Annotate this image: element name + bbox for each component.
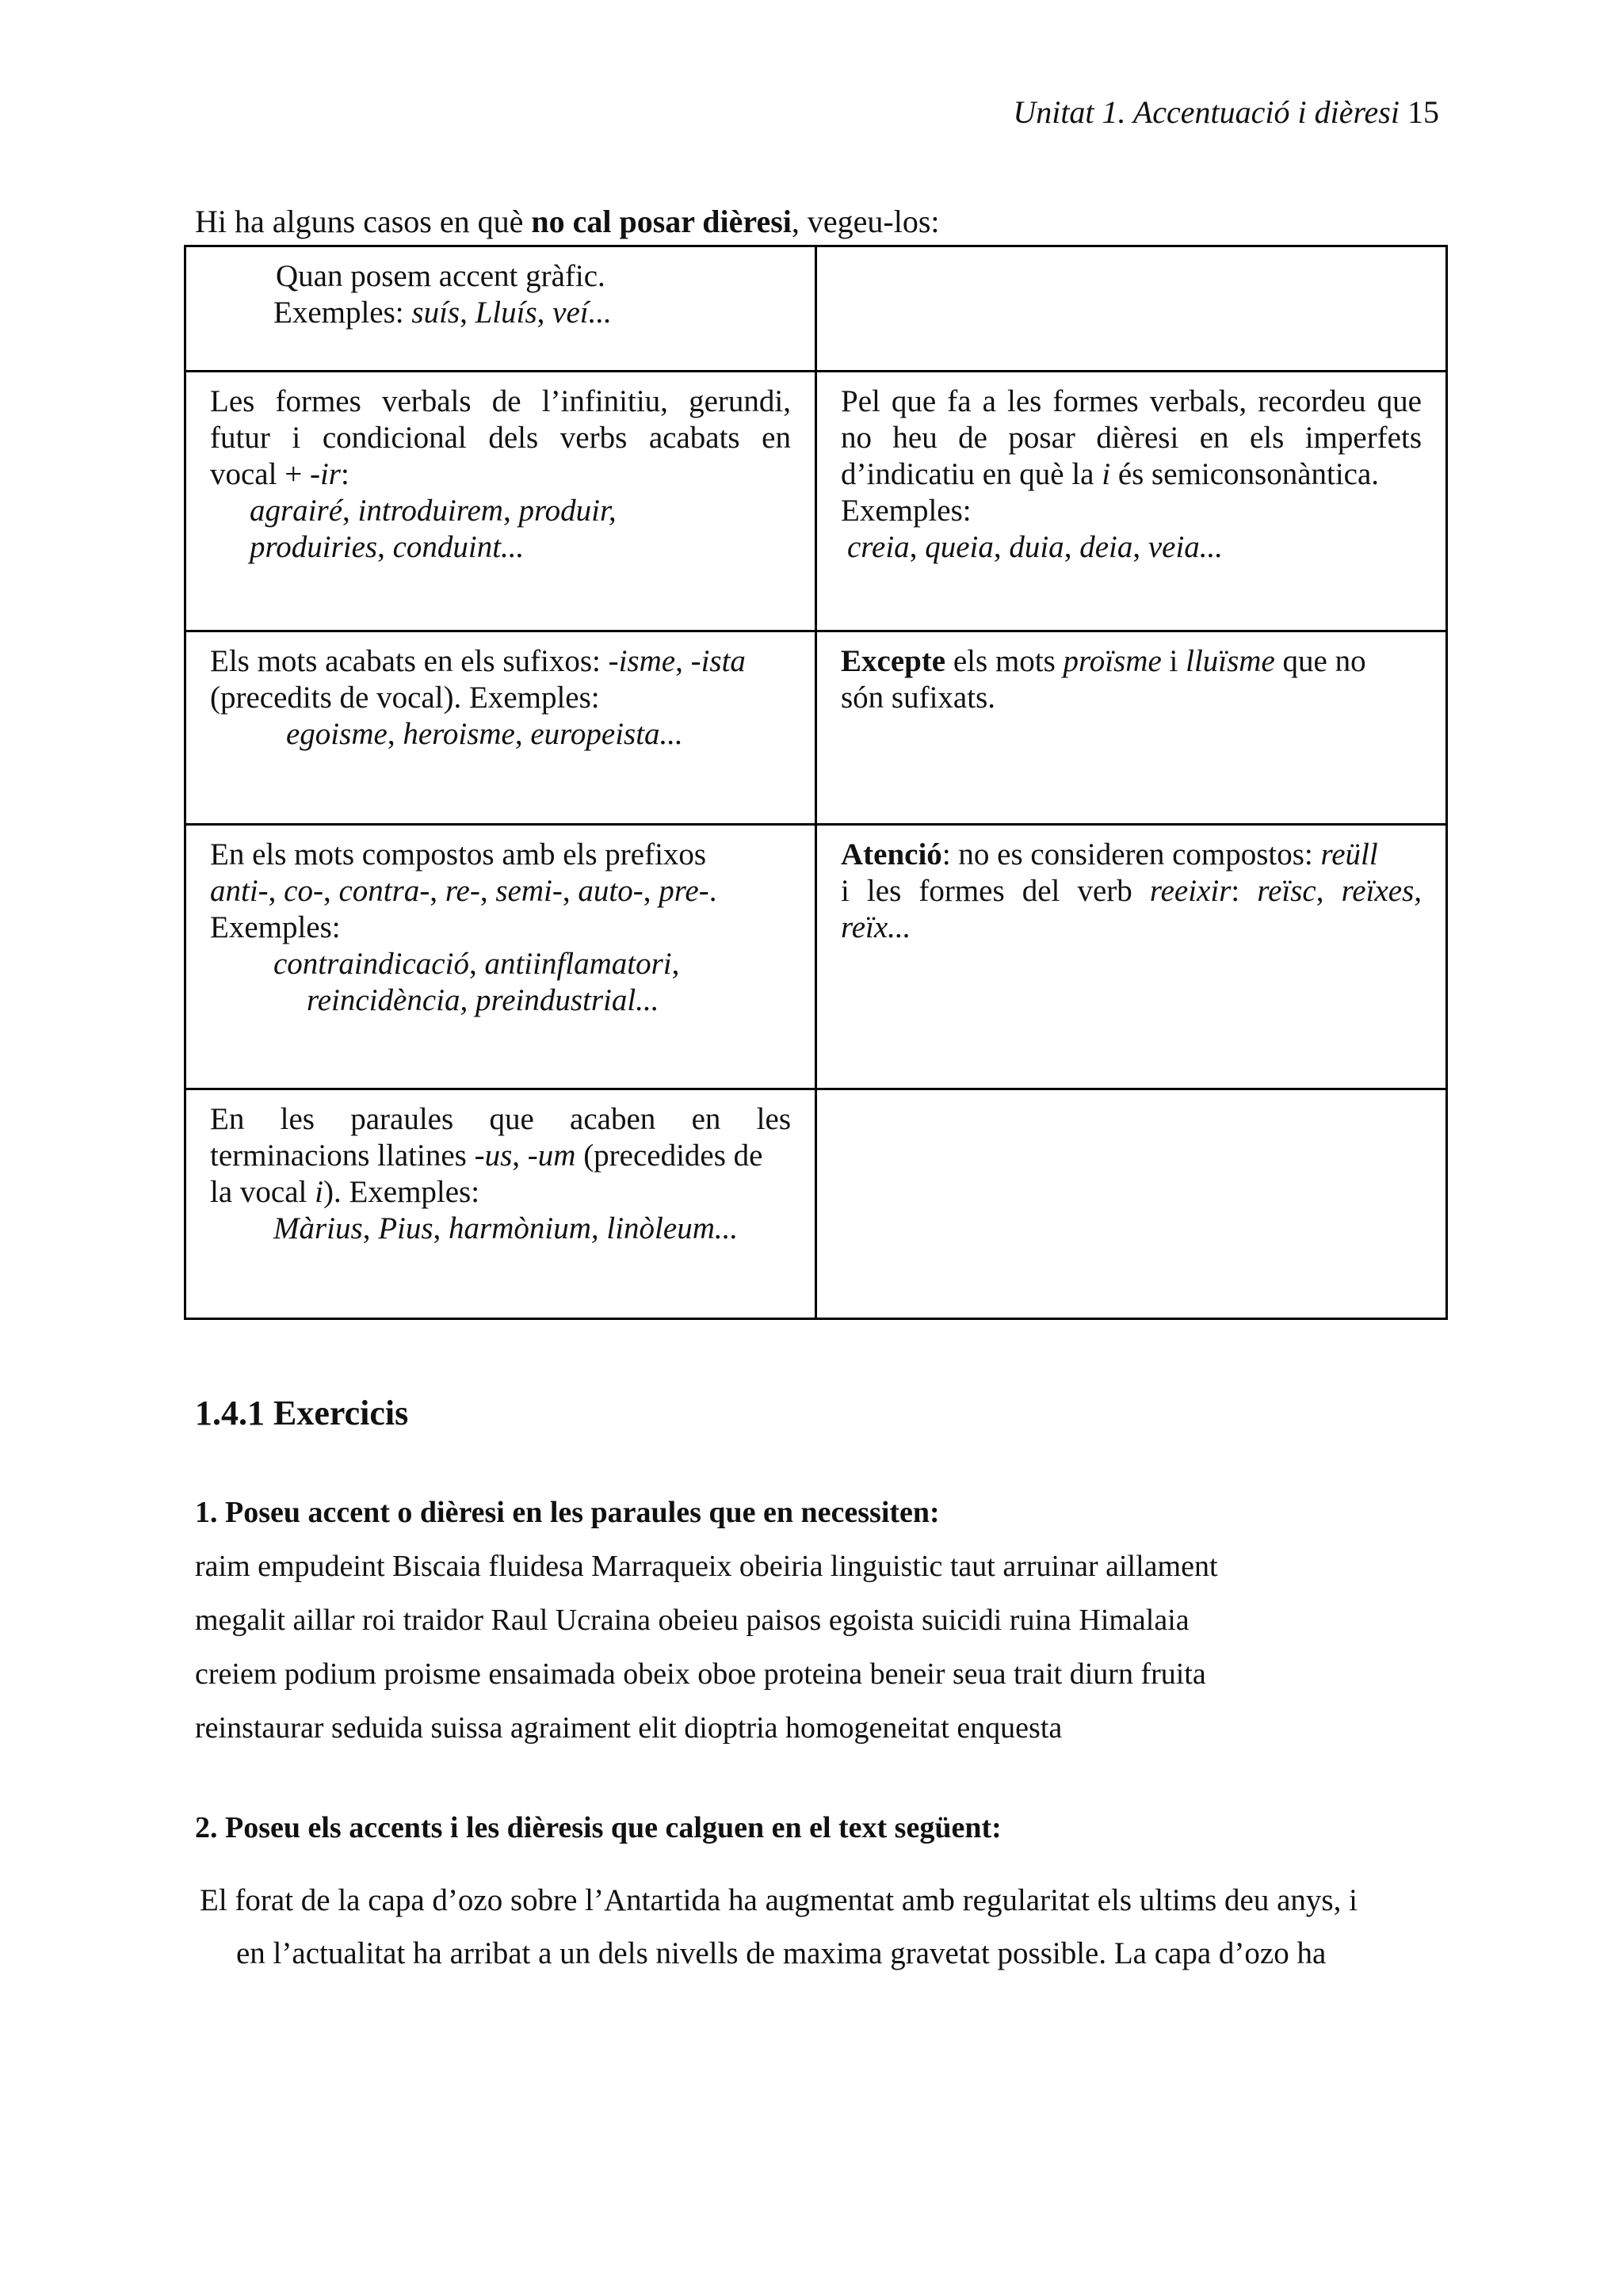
- example-word: proïsme: [1063, 644, 1162, 678]
- bold-word: Atenció: [841, 837, 942, 871]
- example-word: introduirem: [357, 494, 503, 528]
- text-span: és semiconsonàntica.: [1110, 457, 1380, 491]
- separator: ,: [993, 530, 1010, 564]
- table-row: [185, 1089, 1447, 1319]
- text-span: :: [1231, 874, 1258, 908]
- text-span: (precedides de: [575, 1138, 763, 1173]
- example-word: egoisme: [286, 717, 388, 751]
- header-title: Unitat 1. Accentuació i dièresi: [1013, 94, 1400, 130]
- italic-suffix: um: [537, 1138, 576, 1173]
- exercise-2-line: en l’actualitat ha arribat a un dels nivells de maxima gravetat possible. La capa d’ozo ha: [236, 1936, 1327, 1970]
- intro-paragraph: [195, 203, 940, 240]
- table-cell-left: [185, 825, 816, 1089]
- table-row: [185, 825, 1447, 1089]
- cell-examples: [210, 946, 791, 982]
- running-header: [1013, 93, 1439, 131]
- rules-table: [184, 245, 1448, 1320]
- example-word: creia: [847, 530, 910, 564]
- cell-text: En els mots compostos amb els prefixos: [210, 837, 707, 871]
- exercise-1-line: raim empudeint Biscaia fluidesa Marraqueix obeiria linguistic taut arruinar aillament: [195, 1550, 1218, 1583]
- example-word: reïsc: [1257, 874, 1316, 908]
- separator: ,: [909, 530, 926, 564]
- example-word: duia: [1009, 530, 1064, 564]
- text-span: :: [340, 457, 349, 491]
- example-word: Pius: [378, 1211, 433, 1245]
- example-word: agrairé: [250, 494, 342, 528]
- separator: ,: [671, 947, 680, 981]
- example-word: reïx...: [841, 910, 911, 944]
- intro-text-end: , vegeu-los:: [791, 204, 940, 239]
- cell-text: En les paraules que acaben en les: [210, 1102, 791, 1136]
- example-word: veia...: [1148, 530, 1224, 564]
- section-title: 1.4.1 Exercicis: [195, 1394, 409, 1432]
- table-cell-right: [816, 372, 1447, 631]
- italic-suffix: isme: [618, 644, 676, 678]
- table-cell-left: [185, 631, 816, 825]
- prefix: auto: [578, 874, 633, 908]
- example-word: suís: [411, 296, 460, 330]
- separator: ,: [362, 1211, 379, 1245]
- text-span: ,: [1316, 874, 1342, 908]
- table-cell-right: [816, 825, 1447, 1089]
- example-word: Màrius: [273, 1211, 363, 1245]
- separator: -,: [312, 874, 339, 908]
- separator: ,: [342, 494, 358, 528]
- cell-text: [210, 456, 791, 493]
- prefix: anti: [210, 874, 258, 908]
- example-word: europeista...: [530, 717, 683, 751]
- page-number: 15: [1407, 94, 1439, 130]
- prefix: co: [284, 874, 313, 908]
- exercise-2-heading: 2. Poseu els accents i les dièresis que calguen en el text següent:: [195, 1811, 1002, 1844]
- separator: ,: [537, 296, 553, 330]
- italic-letter: i: [1102, 457, 1111, 491]
- italic-suffix: ista: [701, 644, 746, 678]
- separator: -,: [258, 874, 285, 908]
- example-word: produir,: [518, 494, 617, 528]
- examples-label: Exemples:: [841, 494, 972, 528]
- cell-text: [210, 643, 791, 680]
- text-span: i les formes del verb: [841, 874, 1150, 908]
- separator: -,: [469, 874, 496, 908]
- italic-suffix: ir: [319, 457, 341, 491]
- table-row: [185, 631, 1447, 825]
- cell-text: [841, 837, 1422, 873]
- text-span: ). Exemples:: [323, 1175, 480, 1209]
- separator: ,: [1132, 530, 1148, 564]
- cell-text: (precedits de vocal). Exemples:: [210, 681, 600, 715]
- separator: ,: [502, 494, 519, 528]
- text-span: Els mots acabats en els sufixos: -: [210, 644, 619, 678]
- example-word: contraindicació: [273, 947, 469, 981]
- separator: ,: [387, 717, 403, 751]
- text-span: d’indicatiu en què la: [841, 457, 1102, 491]
- cell-text: no heu de posar dièresi en els imperfets: [841, 421, 1422, 455]
- example-word: antiinflamatori: [484, 947, 672, 981]
- separator: -,: [419, 874, 445, 908]
- separator: -.: [698, 874, 717, 908]
- prefix: re: [445, 874, 470, 908]
- text-span: , -: [675, 644, 701, 678]
- cell-text: Quan posem accent gràfic.: [276, 259, 605, 293]
- table-row: [185, 246, 1447, 372]
- intro-bold-text: no cal posar dièresi: [531, 204, 792, 239]
- exercise-1-heading: 1. Poseu accent o dièresi en les paraules que en necessiten:: [195, 1496, 940, 1529]
- text-span: els mots: [945, 644, 1064, 678]
- exercise-1-line: creiem podium proisme ensaimada obeix oboe proteina beneir seua trait diurn fruita: [195, 1657, 1206, 1691]
- example-word: reeixir: [1149, 874, 1232, 908]
- text-span: : no es consideren compostos:: [941, 837, 1321, 871]
- example-word: reüll: [1320, 837, 1378, 871]
- example-word: reïxes,: [1341, 874, 1423, 908]
- prefix: pre: [659, 874, 699, 908]
- examples-label: Exemples:: [210, 910, 341, 944]
- table-cell-right: [816, 631, 1447, 825]
- separator: ,: [1064, 530, 1080, 564]
- separator: ,: [468, 947, 485, 981]
- cell-text: [841, 643, 1422, 680]
- separator: -,: [632, 874, 659, 908]
- text-span: la vocal: [210, 1175, 315, 1209]
- cell-text: [841, 873, 1422, 910]
- example-word: heroisme: [403, 717, 515, 751]
- cell-text: són sufixats.: [841, 681, 995, 715]
- example-word: queia: [925, 530, 994, 564]
- example-word: lluïsme: [1186, 644, 1275, 678]
- example-word: veí...: [552, 296, 612, 330]
- example-word: deia: [1079, 530, 1133, 564]
- separator: ,: [460, 296, 475, 330]
- example-word: harmònium, linòleum...: [449, 1211, 739, 1245]
- exercise-2-line: El forat de la capa d’ozo sobre l’Antartida ha augmentat amb regularitat els ultims deu anys, i: [200, 1883, 1358, 1917]
- text-span: i: [1161, 644, 1186, 678]
- prefix-list: [210, 873, 791, 910]
- separator: ,: [377, 530, 393, 564]
- cell-examples: [210, 716, 791, 753]
- examples-label: Exemples:: [273, 296, 412, 330]
- example-word: Lluís: [475, 296, 537, 330]
- table-cell-left: [185, 246, 816, 372]
- table-cell-left: [185, 1089, 816, 1319]
- cell-examples: [210, 1211, 791, 1247]
- table-cell-left: [185, 372, 816, 631]
- cell-examples: [210, 529, 791, 566]
- example-word: conduint...: [392, 530, 525, 564]
- exercise-1-line: megalit aillar roi traidor Raul Ucraina obeieu paisos egoista suicidi ruina Himalaia: [195, 1604, 1190, 1637]
- separator: ,: [433, 1211, 449, 1245]
- prefix: contra: [338, 874, 420, 908]
- cell-text: [210, 1174, 791, 1211]
- table-cell-right: [816, 246, 1447, 372]
- cell-examples: [841, 529, 1422, 566]
- cell-text: Pel que fa a les formes verbals, recordeu que: [841, 384, 1422, 418]
- text-span: , -: [512, 1138, 538, 1173]
- italic-letter: i: [315, 1175, 323, 1209]
- cell-examples: [210, 982, 791, 1019]
- example-word: reincidència, preindustrial...: [307, 983, 659, 1017]
- text-span: vocal + -: [210, 457, 320, 491]
- cell-text: futur i condicional dels verbs acabats en: [210, 421, 791, 455]
- bold-word: Excepte: [841, 644, 946, 678]
- italic-suffix: us: [484, 1138, 513, 1173]
- separator: -,: [552, 874, 579, 908]
- intro-text: Hi ha alguns casos en què: [195, 204, 532, 239]
- text-span: que no: [1274, 644, 1366, 678]
- cell-examples: [210, 493, 791, 529]
- cell-text: [841, 456, 1422, 493]
- cell-text: [210, 1138, 791, 1174]
- exercise-1-line: reinstaurar seduida suissa agraiment elit dioptria homogeneitat enquesta: [195, 1711, 1063, 1745]
- example-word: produiries: [250, 530, 378, 564]
- cell-text: [841, 910, 1422, 946]
- separator: ,: [514, 717, 531, 751]
- table-cell-right: [816, 1089, 1447, 1319]
- table-row: [185, 372, 1447, 631]
- cell-examples: [210, 295, 791, 331]
- cell-text: Les formes verbals de l’infinitiu, gerundi,: [210, 384, 791, 418]
- text-span: terminacions llatines -: [210, 1138, 485, 1173]
- prefix: semi: [495, 874, 552, 908]
